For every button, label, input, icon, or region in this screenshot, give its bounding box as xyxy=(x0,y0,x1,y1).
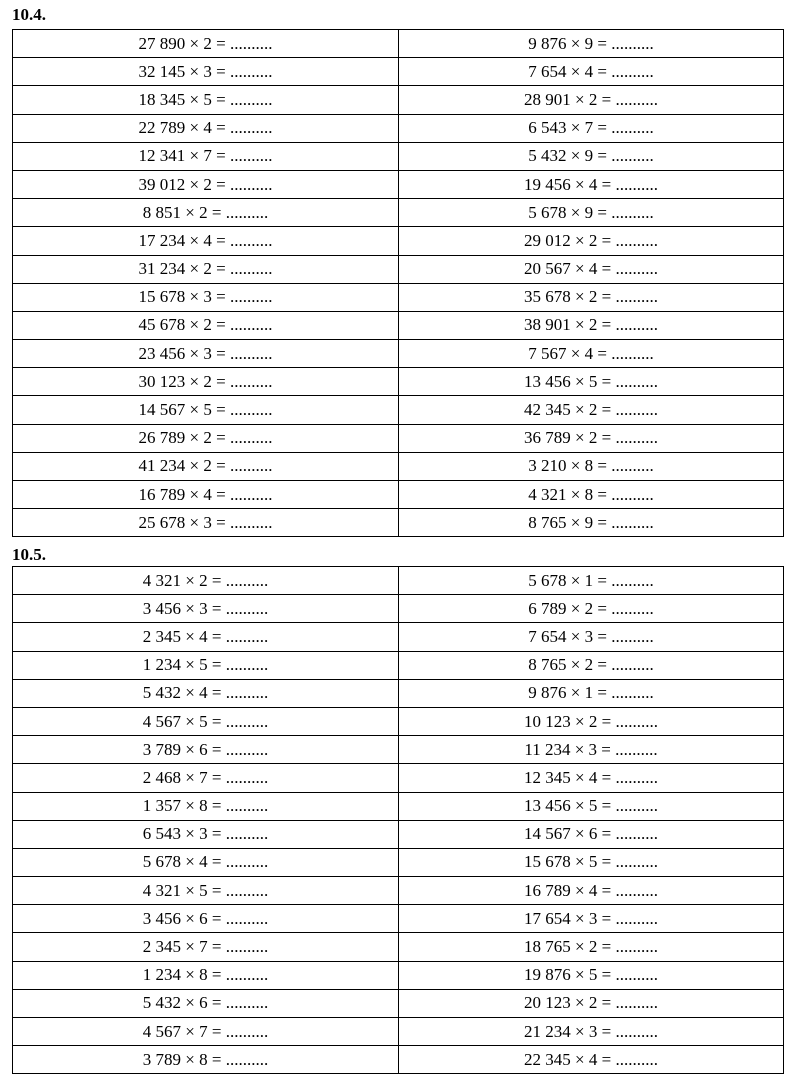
exercise-cell-left: 3 789 × 6 = .......... xyxy=(13,736,399,764)
table-row xyxy=(13,452,784,480)
exercise-cell-right: 12 345 × 4 = .......... xyxy=(399,764,784,792)
exercise-cell-right: 9 876 × 1 = .......... xyxy=(399,679,784,707)
exercise-cell-right: 14 567 × 6 = .......... xyxy=(399,820,784,848)
exercise-cell-left: 3 456 × 6 = .......... xyxy=(13,905,399,933)
exercise-cell-left: 12 341 × 7 = .......... xyxy=(13,142,399,170)
exercise-cell-right: 22 345 × 4 = .......... xyxy=(399,1046,784,1074)
exercise-cell-left: 27 890 × 2 = .......... xyxy=(13,30,399,58)
exercise-cell-left: 41 234 × 2 = .......... xyxy=(13,452,399,480)
table-row xyxy=(13,255,784,283)
exercise-cell-left: 1 234 × 5 = .......... xyxy=(13,651,399,679)
exercise-cell-left: 16 789 × 4 = .......... xyxy=(13,481,399,509)
table-row xyxy=(13,424,784,452)
table-row xyxy=(13,961,784,989)
table-row xyxy=(13,651,784,679)
exercise-cell-left: 25 678 × 3 = .......... xyxy=(13,509,399,537)
exercise-cell-right: 5 678 × 9 = .......... xyxy=(399,199,784,227)
exercise-cell-right: 19 456 × 4 = .......... xyxy=(399,170,784,198)
exercise-cell-left: 1 234 × 8 = .......... xyxy=(13,961,399,989)
exercise-cell-left: 30 123 × 2 = .......... xyxy=(13,368,399,396)
exercise-cell-left: 39 012 × 2 = .......... xyxy=(13,170,399,198)
exercise-cell-left: 4 321 × 2 = .......... xyxy=(13,567,399,595)
exercise-cell-right: 11 234 × 3 = .......... xyxy=(399,736,784,764)
exercise-cell-right: 18 765 × 2 = .......... xyxy=(399,933,784,961)
table-row xyxy=(13,396,784,424)
exercise-cell-left: 2 468 × 7 = .......... xyxy=(13,764,399,792)
table-row xyxy=(13,86,784,114)
table-row xyxy=(13,623,784,651)
exercise-cell-right: 7 654 × 3 = .......... xyxy=(399,623,784,651)
table-row xyxy=(13,567,784,595)
exercise-cell-left: 1 357 × 8 = .......... xyxy=(13,792,399,820)
exercise-cell-right: 3 210 × 8 = .......... xyxy=(399,452,784,480)
exercise-cell-right: 7 654 × 4 = .......... xyxy=(399,58,784,86)
exercise-cell-right: 38 901 × 2 = .......... xyxy=(399,311,784,339)
table-row xyxy=(13,114,784,142)
table-row xyxy=(13,877,784,905)
exercise-cell-right: 6 543 × 7 = .......... xyxy=(399,114,784,142)
exercise-cell-right: 21 234 × 3 = .......... xyxy=(399,1018,784,1046)
exercise-cell-left: 17 234 × 4 = .......... xyxy=(13,227,399,255)
exercise-cell-right: 35 678 × 2 = .......... xyxy=(399,283,784,311)
exercise-table-10-4 xyxy=(12,29,784,537)
exercise-cell-left: 45 678 × 2 = .......... xyxy=(13,311,399,339)
exercise-cell-right: 15 678 × 5 = .......... xyxy=(399,848,784,876)
exercise-cell-right: 29 012 × 2 = .......... xyxy=(399,227,784,255)
exercise-cell-right: 5 432 × 9 = .......... xyxy=(399,142,784,170)
exercise-cell-left: 23 456 × 3 = .......... xyxy=(13,340,399,368)
table-row xyxy=(13,905,784,933)
exercise-cell-right: 13 456 × 5 = .......... xyxy=(399,368,784,396)
exercise-cell-right: 28 901 × 2 = .......... xyxy=(399,86,784,114)
exercise-cell-right: 9 876 × 9 = .......... xyxy=(399,30,784,58)
exercise-cell-left: 14 567 × 5 = .......... xyxy=(13,396,399,424)
exercise-cell-left: 8 851 × 2 = .......... xyxy=(13,199,399,227)
exercise-cell-right: 4 321 × 8 = .......... xyxy=(399,481,784,509)
section-title-10-5: 10.5. xyxy=(12,545,46,564)
table-row xyxy=(13,509,784,537)
table-row xyxy=(13,707,784,735)
exercise-cell-right: 10 123 × 2 = .......... xyxy=(399,707,784,735)
table-row xyxy=(13,595,784,623)
exercise-cell-right: 36 789 × 2 = .......... xyxy=(399,424,784,452)
table-row xyxy=(13,199,784,227)
exercise-cell-left: 4 321 × 5 = .......... xyxy=(13,877,399,905)
exercise-cell-right: 20 123 × 2 = .......... xyxy=(399,989,784,1017)
table-row xyxy=(13,142,784,170)
table-row xyxy=(13,227,784,255)
exercise-table-10-5 xyxy=(12,566,784,1074)
table-row xyxy=(13,1046,784,1074)
exercise-cell-left: 26 789 × 2 = .......... xyxy=(13,424,399,452)
exercise-cell-right: 7 567 × 4 = .......... xyxy=(399,340,784,368)
exercise-cell-right: 13 456 × 5 = .......... xyxy=(399,792,784,820)
exercise-cell-right: 8 765 × 2 = .......... xyxy=(399,651,784,679)
exercise-cell-left: 5 678 × 4 = .......... xyxy=(13,848,399,876)
exercise-cell-left: 31 234 × 2 = .......... xyxy=(13,255,399,283)
table-row xyxy=(13,933,784,961)
exercise-cell-left: 4 567 × 7 = .......... xyxy=(13,1018,399,1046)
exercise-cell-right: 16 789 × 4 = .......... xyxy=(399,877,784,905)
table-row xyxy=(13,989,784,1017)
exercise-cell-right: 20 567 × 4 = .......... xyxy=(399,255,784,283)
section-title-10-4: 10.4. xyxy=(12,5,46,24)
table-row xyxy=(13,283,784,311)
exercise-cell-left: 4 567 × 5 = .......... xyxy=(13,707,399,735)
exercise-cell-left: 5 432 × 6 = .......... xyxy=(13,989,399,1017)
exercise-cell-left: 22 789 × 4 = .......... xyxy=(13,114,399,142)
exercise-cell-left: 2 345 × 4 = .......... xyxy=(13,623,399,651)
exercise-cell-left: 6 543 × 3 = .......... xyxy=(13,820,399,848)
exercise-cell-right: 8 765 × 9 = .......... xyxy=(399,509,784,537)
table-row xyxy=(13,311,784,339)
table-row xyxy=(13,736,784,764)
exercise-cell-left: 2 345 × 7 = .......... xyxy=(13,933,399,961)
exercise-cell-right: 5 678 × 1 = .......... xyxy=(399,567,784,595)
exercise-cell-left: 32 145 × 3 = .......... xyxy=(13,58,399,86)
table-row xyxy=(13,764,784,792)
exercise-cell-right: 42 345 × 2 = .......... xyxy=(399,396,784,424)
table-row xyxy=(13,30,784,58)
exercise-cell-left: 5 432 × 4 = .......... xyxy=(13,679,399,707)
table-row xyxy=(13,368,784,396)
table-row xyxy=(13,1018,784,1046)
exercise-cell-right: 17 654 × 3 = .......... xyxy=(399,905,784,933)
table-row xyxy=(13,792,784,820)
table-row xyxy=(13,170,784,198)
exercise-cell-left: 15 678 × 3 = .......... xyxy=(13,283,399,311)
table-row xyxy=(13,481,784,509)
exercise-cell-left: 3 456 × 3 = .......... xyxy=(13,595,399,623)
table-row xyxy=(13,820,784,848)
exercise-cell-left: 18 345 × 5 = .......... xyxy=(13,86,399,114)
table-row xyxy=(13,58,784,86)
table-row xyxy=(13,679,784,707)
table-row xyxy=(13,848,784,876)
table-row xyxy=(13,340,784,368)
exercise-cell-right: 6 789 × 2 = .......... xyxy=(399,595,784,623)
exercise-cell-left: 3 789 × 8 = .......... xyxy=(13,1046,399,1074)
exercise-cell-right: 19 876 × 5 = .......... xyxy=(399,961,784,989)
